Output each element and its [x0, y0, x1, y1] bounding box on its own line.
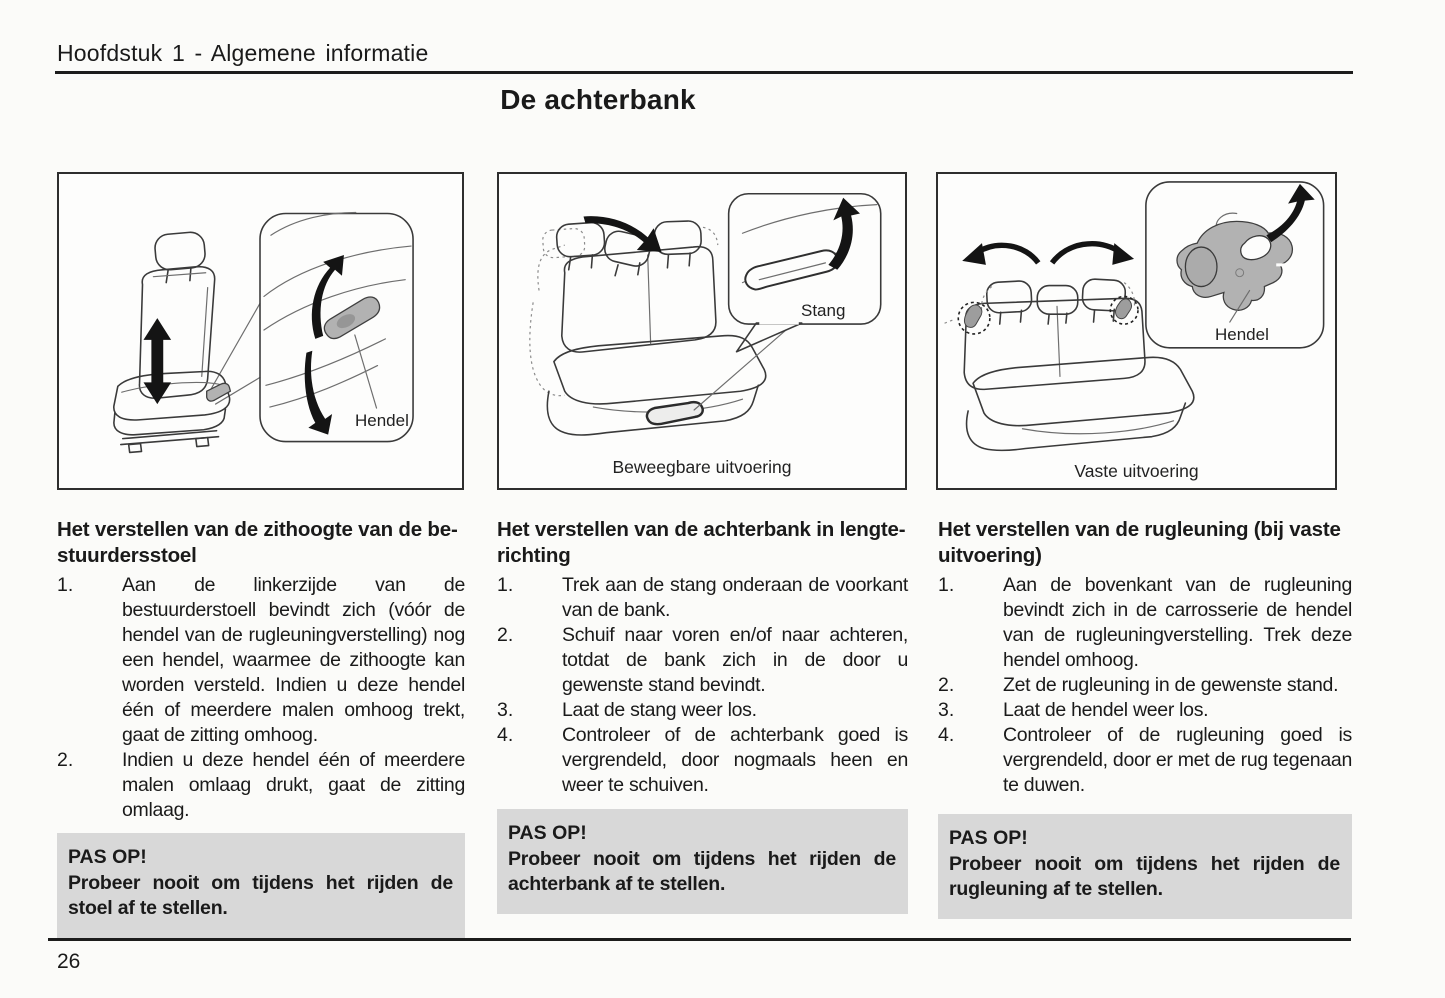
list-item-text: Aan de linkerzijde van de bestuurderstoell bevindt zich (vóór de hendel van de rugleuningverstelling) nog een hendel, waarmee de zithoogte kan worden versteld. Indien u deze hendel één of meerdere malen omhoog trekt, gaat de zitting omhoog.: [122, 574, 465, 746]
warning-box: [497, 809, 908, 914]
stang-closeup-balloon: [729, 194, 881, 352]
chapter-heading: Hoofdstuk 1 - Algemene informatie: [57, 40, 429, 66]
list-item-number: 1.: [497, 574, 514, 596]
list-item-text: Trek aan de stang onderaan de voorkant van de bank.: [562, 574, 908, 621]
warning-box: [57, 833, 465, 938]
list-item: [57, 748, 465, 823]
list-item: [497, 723, 908, 798]
list-item-text: Laat de stang weer los.: [562, 699, 757, 721]
list-item-number: 2.: [57, 749, 74, 771]
list-item: [497, 698, 908, 723]
list-item-number: 3.: [938, 699, 955, 721]
stang-bar-icon: [647, 402, 703, 424]
list-item: [57, 573, 465, 748]
warning-box: [938, 814, 1352, 919]
handle-closeup-icon: [1146, 182, 1324, 348]
fold-arrows-icon: [962, 243, 1134, 265]
rear-bench-icon: [964, 279, 1194, 451]
list-item-number: 3.: [497, 699, 514, 721]
figure-caption: Beweegbare uitvoering: [612, 457, 792, 477]
list-item-number: 4.: [497, 724, 514, 746]
driver-seat-height-illustration: [59, 174, 462, 488]
section-heading: Het verstellen van de achterbank in lengterichting: [497, 518, 906, 567]
list-item-number: 2.: [938, 674, 955, 696]
section-bench-sliding: [497, 517, 908, 914]
section-heading: Het verstellen van de rugleuning (bij vaste uitvoering): [938, 518, 1341, 567]
figure-caption: Vaste uitvoering: [1074, 461, 1199, 481]
figure-label-stang: Stang: [801, 301, 846, 320]
warning-title: PAS OP!: [949, 827, 1028, 849]
page-number: 26: [57, 950, 81, 973]
driver-seat-icon: [114, 231, 231, 452]
list-item: [938, 698, 1352, 723]
list-item-number: 2.: [497, 624, 514, 646]
list-item: [497, 573, 908, 623]
warning-text: Probeer nooit om tijdens het rijden de stoel af te stellen.: [68, 871, 453, 919]
lever-closeup-icon: [264, 213, 411, 435]
list-item: [938, 723, 1352, 798]
header-rule: [55, 71, 1353, 74]
section-seat-height: [57, 517, 465, 938]
fold-arrow-icon: [584, 216, 662, 252]
section-heading: Het verstellen van de zithoogte van de bestuurdersstoel: [57, 518, 458, 567]
warning-title: PAS OP!: [508, 822, 587, 844]
section-backrest-fixed: [938, 517, 1352, 919]
rear-bench-icon: [547, 221, 765, 435]
numbered-list: [497, 573, 908, 798]
warning-title: PAS OP!: [68, 846, 147, 868]
up-down-arrow-icon: [143, 318, 171, 404]
list-item: [497, 623, 908, 698]
numbered-list: [938, 573, 1352, 798]
warning-text: Probeer nooit om tijdens het rijden de achterbank af te stellen.: [508, 847, 896, 895]
figure-seat-height: [57, 172, 464, 490]
rear-backrest-adjustment-illustration: [938, 174, 1335, 488]
list-item-text: Zet de rugleuning in de gewenste stand.: [1003, 674, 1339, 696]
list-item: [938, 573, 1352, 673]
numbered-list: [57, 573, 465, 823]
list-item-number: 1.: [57, 574, 74, 596]
list-item-number: 1.: [938, 574, 955, 596]
figure-label-hendel: Hendel: [355, 411, 409, 430]
list-item-text: Laat de hendel weer los.: [1003, 699, 1209, 721]
figure-backrest-fixed: [936, 172, 1337, 490]
list-item-text: Aan de bovenkant van de rugleuning bevindt zich in de carrosserie de hendel van de rugleuningverstelling. Trek deze hendel omhoog.: [1003, 574, 1352, 671]
figure-label-hendel: Hendel: [1215, 325, 1269, 344]
footer-rule: [48, 938, 1351, 941]
rear-bench-sliding-illustration: [499, 174, 905, 488]
warning-text: Probeer nooit om tijdens het rijden de rugleuning af te stellen.: [949, 852, 1340, 900]
page-title: De achterbank: [500, 84, 696, 115]
list-item-text: Controleer of de rugleuning goed is vergrendeld, door er met de rug tegenaan te duwen.: [1003, 724, 1352, 796]
list-item-text: Controleer of de achterbank goed is vergrendeld, door nogmaals heen en weer te schuiven.: [562, 724, 908, 796]
list-item-text: Indien u deze hendel één of meerdere malen omlaag drukt, gaat de zitting omlaag.: [122, 749, 465, 821]
figure-bench-sliding: [497, 172, 907, 490]
list-item: [938, 673, 1352, 698]
list-item-text: Schuif naar voren en/of naar achteren, totdat de bank zich in de door u gewenste stand bevindt.: [562, 624, 908, 696]
list-item-number: 4.: [938, 724, 955, 746]
